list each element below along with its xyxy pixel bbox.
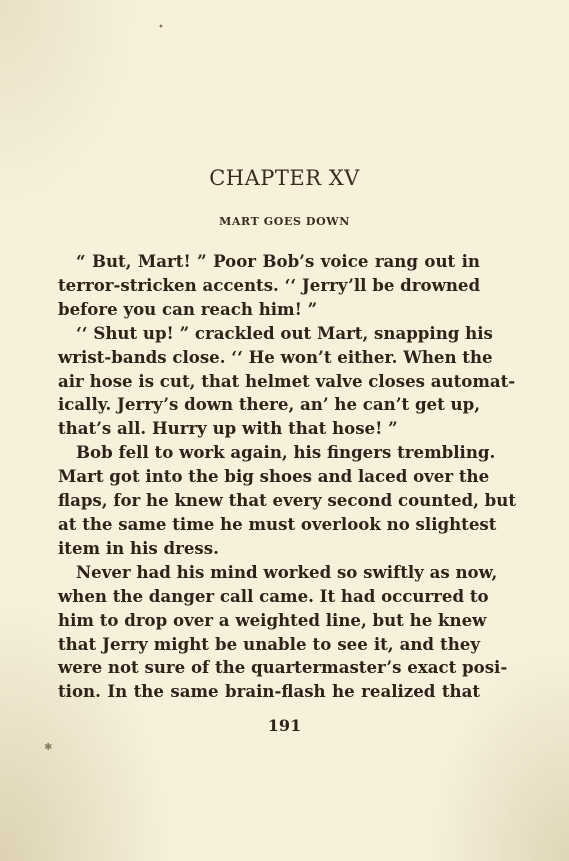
text-line: item in his dress. [58, 537, 219, 558]
paper-speck: ✱ [44, 742, 53, 753]
text-line: before you can reach him! ” [58, 298, 318, 319]
text-line: ically. Jerry’s down there, an’ he can’t get up, [58, 394, 480, 415]
text-line: at the same time he must overlook no slightest [58, 513, 497, 534]
text-line: air hose is cut, that helmet valve closes automat- [58, 370, 516, 391]
text-line: Never had his mind worked so swiftly as now, [76, 561, 498, 582]
chapter-body-text [58, 250, 516, 704]
page-number: 191 [267, 716, 302, 735]
text-line: Bob fell to work again, his fingers trembling. [76, 442, 496, 463]
text-line: when the danger call came. It had occurred to [58, 585, 489, 606]
text-line: ‘‘ Shut up! ” crackled out Mart, snapping his [76, 322, 493, 343]
paper-speck: • [158, 22, 164, 33]
text-line: Mart got into the big shoes and laced over the [58, 466, 490, 487]
text-line: tion. In the same brain-flash he realized that [58, 681, 480, 702]
text-line: “ But, Mart! ” Poor Bob’s voice rang out in [76, 251, 480, 271]
chapter-title: CHAPTER XV [209, 166, 360, 190]
chapter-subtitle: MART GOES DOWN [219, 215, 350, 228]
text-line: were not sure of the quartermaster’s exact posi- [58, 657, 508, 678]
text-line: terror-stricken accents. ‘‘ Jerry’ll be drowned [58, 274, 481, 295]
text-line: him to drop over a weighted line, but he knew [58, 609, 487, 630]
text-line: that Jerry might be unable to see it, and they [58, 633, 480, 654]
text-line: that’s all. Hurry up with that hose! ” [58, 418, 398, 439]
text-line: flaps, for he knew that every second counted, but [58, 490, 516, 511]
text-line: wrist-bands close. ‘‘ He won’t either. When the [58, 346, 493, 367]
